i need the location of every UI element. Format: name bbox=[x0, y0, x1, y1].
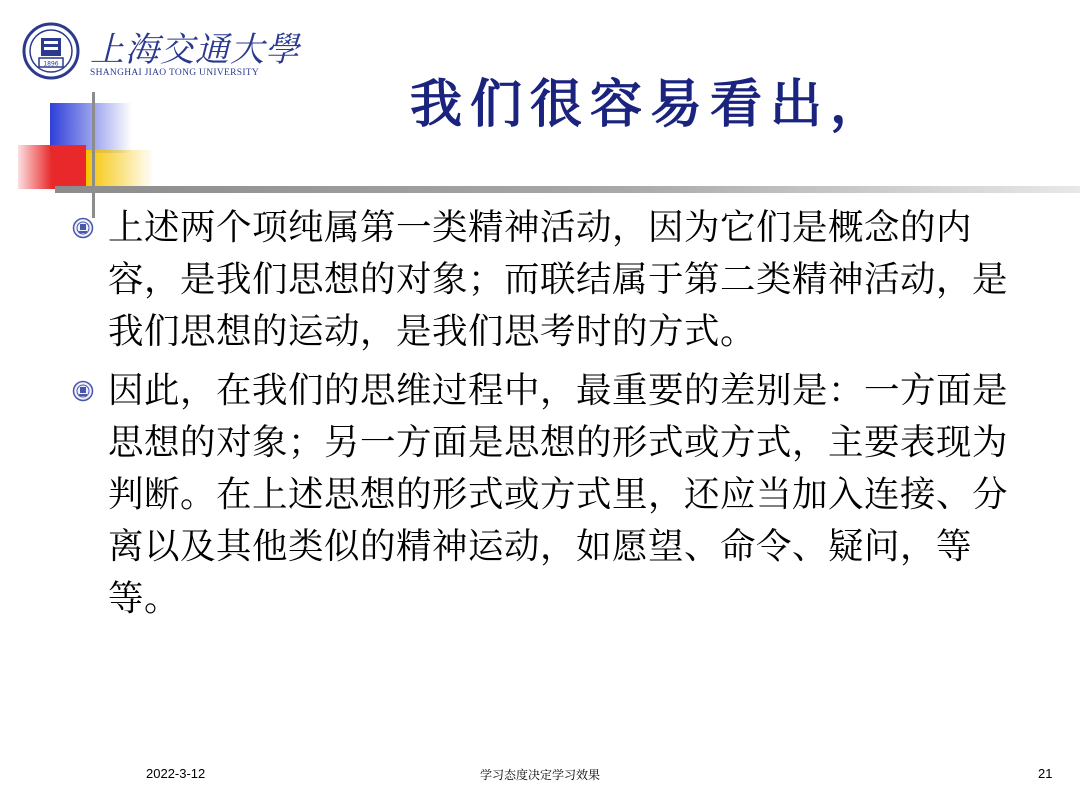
bullet-text: 上述两个项纯属第一类精神活动，因为它们是概念的内容，是我们思想的对象；而联结属于第二类精神活动，是我们思想的运动，是我们思考时的方式。 bbox=[108, 207, 1009, 352]
bullet-item bbox=[72, 365, 1012, 625]
university-name-cn: 上海交通大學 bbox=[90, 30, 300, 70]
bullet-seal-icon bbox=[72, 217, 94, 239]
horizontal-rule bbox=[55, 186, 1080, 193]
bullet-item bbox=[72, 202, 1012, 358]
page-number: 21 bbox=[1038, 766, 1053, 781]
university-logo bbox=[22, 22, 300, 84]
footer-date: 2022-3-12 bbox=[146, 766, 206, 781]
slide-body bbox=[72, 202, 1012, 632]
svg-text:1896: 1896 bbox=[43, 60, 59, 68]
vertical-rule bbox=[92, 92, 95, 218]
university-seal-icon bbox=[22, 22, 80, 80]
bullet-seal-icon bbox=[72, 380, 94, 402]
bullet-text: 因此，在我们的思维过程中，最重要的差别是：一方面是思想的对象；另一方面是思想的形式或方式，主要表现为判断。在上述思想的形式或方式里，还应当加入连接、分离以及其他类似的精神运动，如愿望、命令、疑问，等等。 bbox=[108, 370, 1009, 619]
slide-title: 我们很容易看出， bbox=[410, 74, 891, 135]
red-square bbox=[18, 145, 86, 189]
university-name-en: SHANGHAI JIAO TONG UNIVERSITY bbox=[90, 68, 260, 78]
yellow-square bbox=[86, 150, 154, 190]
footer-caption: 学习态度决定学习效果 bbox=[479, 768, 600, 782]
